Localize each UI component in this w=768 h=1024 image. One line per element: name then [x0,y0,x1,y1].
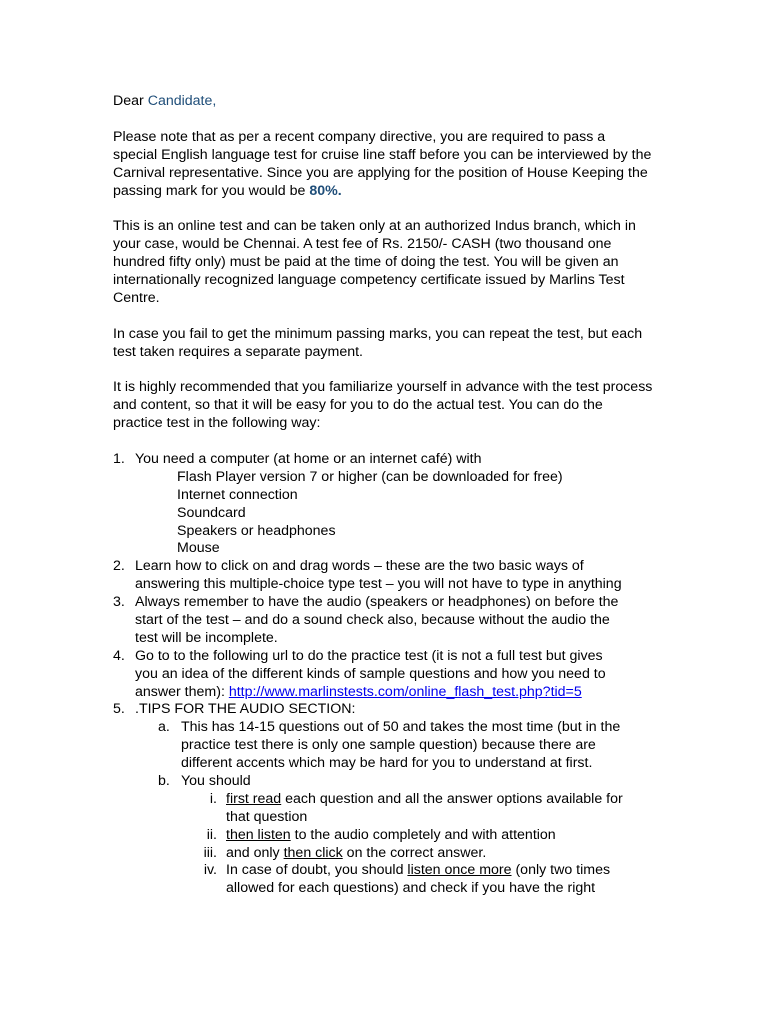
sub-item-letter: a. [158,719,170,736]
list-text: Always remember to have the audio (speakers or headphones) on before the [135,594,619,611]
list-item [113,648,673,666]
greeting-name: Candidate, [147,93,217,109]
requirement-text: Soundcard [177,504,246,521]
sub-item [113,773,673,791]
sub-item-text: This has 14-15 questions out of 50 and takes the most time (but in the [181,719,621,736]
list-text: .TIPS FOR THE AUDIO SECTION: [135,701,356,718]
requirement-item [113,487,673,505]
sub-item-continuation [113,737,673,755]
roman-numeral: iv. [203,862,217,879]
sub-item [113,719,673,737]
paragraph-recommendation: It is highly recommended that you familiarize yourself in advance with the test process and content, so that it will be easy for you to do the actual test. You can do the practice test in the following way: [113,379,653,431]
requirement-item [113,523,673,541]
requirement-item [113,540,673,558]
list-text [135,684,582,702]
sub-item-text: You should [181,773,251,790]
roman-item-text [226,827,556,845]
roman-item-text: that question [226,808,308,825]
greeting [113,93,653,111]
roman-item-text [226,845,486,863]
paragraph-directive [113,129,653,201]
list-text: you an idea of the different kinds of sample questions and how you need to [135,665,606,682]
list-item [113,558,673,576]
list-item [113,594,673,612]
roman-numeral: iii. [203,844,217,861]
list-text: answering this multiple-choice type test – you will not have to type in anything [135,576,622,593]
requirement-text: Mouse [177,540,220,557]
requirement-text: Internet connection [177,486,298,503]
roman-item-pre: In case of doubt, you should [226,862,408,879]
roman-numeral: ii. [206,826,217,843]
list-item-continuation [113,612,673,630]
list-number: 5. [113,701,125,718]
requirement-item [113,469,673,487]
roman-item [113,845,673,863]
roman-item-rest: on the correct answer. [342,844,487,861]
roman-item [113,827,673,845]
list-text: Learn how to click on and drag words – these are the two basic ways of [135,558,584,575]
roman-item-text: allowed for each questions) and check if you have the right [226,880,596,897]
requirement-text: Flash Player version 7 or higher (can be downloaded for free) [177,468,563,485]
requirement-text: Speakers or headphones [177,522,336,539]
greeting-prefix: Dear [113,93,148,109]
roman-item-rest: to the audio completely and with attention [290,826,556,843]
sub-item-text: practice test there is only one sample question) because there are [181,737,596,754]
list-number: 2. [113,558,125,575]
roman-item [113,791,673,809]
paragraph-online-test: This is an online test and can be taken only at an authorized Indus branch, which in your case, would be Chennai. A test fee of Rs. 2150/- CASH (two thousand one hundred fifty only) must be paid at the time of doing the test. You will be given an internationally recognized language competency certificate issued by Marlins Test Centre. [113,218,636,306]
list-item-continuation [113,666,673,684]
list-number: 3. [113,594,125,611]
practice-steps-list [113,451,673,898]
roman-item-rest: (only two times [511,862,611,879]
sub-item-text: different accents which may be hard for you to understand at first. [181,755,593,772]
list-item-continuation [113,630,673,648]
practice-test-link[interactable]: http://www.marlinstests.com/online_flash_test.php?tid=5 [228,683,582,700]
sub-item-letter: b. [158,773,170,790]
list-text: start of the test – and do a sound check also, because without the audio the [135,612,610,629]
paragraph-repeat-test: In case you fail to get the minimum passing marks, you can repeat the test, but each test taken requires a separate payment. [113,326,643,360]
roman-item-continuation [113,809,673,827]
roman-item-pre: and only [226,844,284,861]
url-prefix: answer them): [135,683,229,700]
underlined-text: then click [283,844,343,861]
list-number: 4. [113,647,125,664]
list-number: 1. [113,451,125,467]
underlined-text: listen once more [407,862,512,879]
roman-item-text [226,791,623,809]
list-item [113,701,673,719]
roman-item-text [226,862,610,880]
roman-item [113,862,673,880]
list-text: test will be incomplete. [135,629,278,646]
list-text: You need a computer (at home or an internet café) with [135,451,482,467]
roman-item-continuation [113,880,673,898]
requirement-item [113,505,673,523]
underlined-text: then listen [226,826,291,843]
passing-mark: 80%. [309,182,342,199]
roman-item-rest: each question and all the answer options available for [281,790,623,807]
list-item-continuation [113,576,673,594]
list-text: Go to to the following url to do the practice test (it is not a full test but gives [135,647,603,664]
list-item [113,451,673,469]
sub-item-continuation [113,755,673,773]
underlined-text: first read [226,790,282,807]
list-item-continuation [113,684,673,702]
paragraph-directive-text: Please note that as per a recent company directive, you are required to pass a special English language test for cruise line staff before you can be interviewed by the Carnival representative. Since you are applying for the position of House Keeping the passing mark for you would be [113,129,652,199]
roman-numeral: i. [209,790,217,807]
